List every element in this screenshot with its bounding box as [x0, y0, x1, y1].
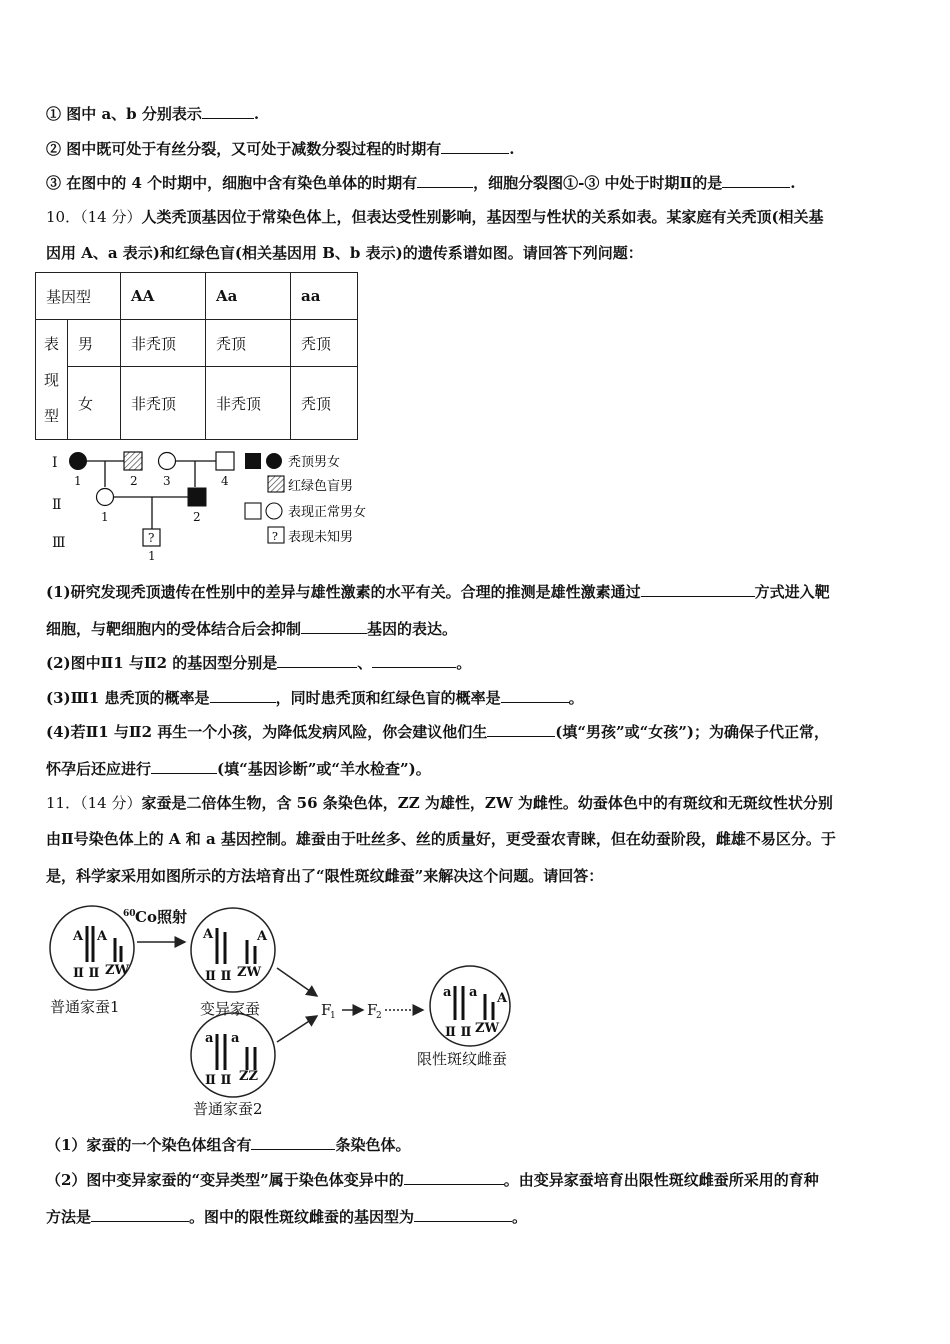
- answer-blank[interactable]: [404, 1169, 504, 1185]
- pedigree-male-bald: [188, 488, 206, 506]
- pedigree-male-normal: [216, 452, 234, 470]
- svg-text:1: 1: [74, 474, 82, 488]
- svg-text:1: 1: [330, 1011, 336, 1021]
- table-header: Aa: [206, 273, 291, 320]
- svg-text:3: 3: [163, 474, 171, 488]
- generation-label: Ⅰ: [52, 455, 58, 471]
- row-label-phenotype: 表现型: [36, 320, 68, 440]
- svg-text:Ⅱ Ⅱ: Ⅱ Ⅱ: [445, 1025, 472, 1040]
- answer-blank[interactable]: [91, 1206, 189, 1222]
- svg-text:2: 2: [130, 474, 138, 488]
- svg-text:Ⅱ Ⅱ: Ⅱ Ⅱ: [205, 1073, 232, 1088]
- table-header: aa: [291, 273, 358, 320]
- svg-text:a: a: [469, 985, 478, 1000]
- answer-blank[interactable]: [414, 1206, 512, 1222]
- q10-part4-line2: 怀孕后还应进行 (填“基因诊断”或“羊水检查”)。: [46, 760, 431, 778]
- silkworm-breeding-figure: [45, 902, 540, 1120]
- answer-blank[interactable]: [277, 652, 357, 668]
- svg-text:1: 1: [148, 549, 156, 563]
- q9-part3: ③ 在图中的 4 个时期中，细胞中含有染色单体的时期有 ，细胞分裂图①-③ 中处于时期Ⅱ的是 .: [46, 174, 796, 192]
- legend-colorblind-icon: [268, 476, 284, 492]
- table-cell: 秃顶: [291, 320, 358, 367]
- table-cell: 女: [68, 367, 121, 440]
- answer-blank[interactable]: [487, 721, 555, 737]
- q10-part2: (2)图中Ⅱ1 与Ⅱ2 的基因型分别是 、 。: [46, 654, 472, 672]
- svg-text:?: ?: [148, 531, 155, 545]
- pedigree-female-normal: [97, 489, 114, 506]
- q10-part3: (3)Ⅲ1 患秃顶的概率是 ，同时患秃顶和红绿色盲的概率是 。: [46, 689, 584, 707]
- irradiation-label: Co照射: [135, 908, 187, 926]
- q9-part2: ② 图中既可处于有丝分裂，又可处于减数分裂过程的时期有 .: [46, 140, 515, 158]
- legend-label: 秃顶男女: [288, 455, 341, 470]
- answer-blank[interactable]: [151, 758, 217, 774]
- legend-bald-female-icon: [266, 453, 282, 469]
- pedigree-female-bald: [70, 453, 87, 470]
- pedigree-chart: [40, 445, 390, 567]
- generation-label: Ⅱ: [52, 497, 62, 513]
- q10-stem-line2: 因用 A、a 表示)和红绿色盲(相关基因用 B、b 表示)的遗传系谱如图。请回答下列问题：: [46, 244, 643, 262]
- svg-text:2: 2: [193, 510, 201, 524]
- answer-blank[interactable]: [722, 172, 790, 188]
- table-cell: 秃顶: [291, 367, 358, 440]
- table-cell: 非秃顶: [206, 367, 291, 440]
- svg-text:4: 4: [221, 474, 229, 488]
- svg-text:a: a: [231, 1031, 240, 1046]
- svg-text:a: a: [205, 1031, 214, 1046]
- answer-blank[interactable]: [301, 618, 367, 634]
- table-header: AA: [121, 273, 206, 320]
- answer-blank[interactable]: [202, 103, 254, 119]
- cell-label: 普通家蚕1: [50, 998, 120, 1016]
- svg-text:ZW: ZW: [475, 1021, 500, 1036]
- answer-blank[interactable]: [417, 172, 473, 188]
- q10-part4-line1: (4)若Ⅱ1 与Ⅱ2 再生一个小孩，为降低发病风险，你会建议他们生 (填“男孩”或“女孩”)；为确保子代正常，: [46, 723, 829, 741]
- legend-normal-female-icon: [266, 503, 282, 519]
- svg-text:A: A: [203, 927, 214, 942]
- table-cell: 非秃顶: [121, 367, 206, 440]
- svg-text:A: A: [257, 929, 268, 944]
- svg-text:Ⅱ Ⅱ: Ⅱ Ⅱ: [205, 969, 232, 984]
- table-cell: 秃顶: [206, 320, 291, 367]
- svg-text:a: a: [443, 985, 452, 1000]
- svg-text:60: 60: [123, 909, 136, 919]
- q11-part2-line2: 方法是 。图中的限性斑纹雌蚕的基因型为 。: [46, 1208, 528, 1226]
- q10-stem-line1: 10．（14 分）人类秃顶基因位于常染色体上，但表达受性别影响，基因型与性状的关系如表。某家庭有关秃顶(相关基: [46, 208, 824, 226]
- svg-text:1: 1: [101, 510, 109, 524]
- svg-text:ZW: ZW: [237, 965, 262, 980]
- cell-label: 变异家蚕: [200, 1000, 261, 1018]
- pedigree-female-normal: [159, 453, 176, 470]
- legend-label: 表现正常男女: [288, 505, 367, 520]
- table-header: 基因型: [36, 273, 121, 320]
- svg-text:A: A: [97, 929, 108, 944]
- svg-text:?: ?: [272, 530, 278, 543]
- answer-blank[interactable]: [251, 1134, 335, 1150]
- answer-blank[interactable]: [441, 138, 509, 154]
- q9-part1: ① 图中 a、b 分别表示 .: [46, 105, 260, 123]
- legend-label: 红绿色盲男: [288, 479, 354, 494]
- svg-text:ZZ: ZZ: [239, 1069, 258, 1084]
- answer-blank[interactable]: [641, 581, 755, 597]
- q11-part1: （1）家蚕的一个染色体组含有 条染色体。: [46, 1136, 411, 1154]
- cell-label: 普通家蚕2: [193, 1100, 263, 1118]
- svg-text:A: A: [73, 929, 84, 944]
- svg-text:Ⅱ Ⅱ: Ⅱ Ⅱ: [73, 966, 100, 981]
- q10-part1-line1: (1)研究发现秃顶遗传在性别中的差异与雄性激素的水平有关。合理的推测是雄性激素通过 方式进入靶: [46, 583, 830, 601]
- table-cell: 非秃顶: [121, 320, 206, 367]
- legend-bald-male-icon: [245, 453, 261, 469]
- q11-stem-line1: 11．（14 分）家蚕是二倍体生物，含 56 条染色体，ZZ 为雄性，ZW 为雌性。幼蚕体色中的有斑纹和无斑纹性状分别: [46, 794, 833, 812]
- answer-blank[interactable]: [210, 687, 276, 703]
- svg-text:F: F: [321, 1001, 332, 1019]
- svg-text:2: 2: [376, 1011, 382, 1021]
- cell-normal-silkworm-2: [191, 1013, 275, 1097]
- svg-text:A: A: [497, 991, 508, 1006]
- pedigree-male-colorblind: [124, 452, 142, 470]
- legend-normal-male-icon: [245, 503, 261, 519]
- q11-stem-line3: 是，科学家采用如图所示的方法培育出了“限性斑纹雌蚕”来解决这个问题。请回答：: [46, 867, 604, 885]
- genotype-table: [35, 272, 358, 440]
- generation-label: Ⅲ: [52, 535, 66, 551]
- table-cell: 男: [68, 320, 121, 367]
- q10-part1-line2: 细胞，与靶细胞内的受体结合后会抑制 基因的表达。: [46, 620, 458, 638]
- cell-label: 限性斑纹雌蚕: [417, 1050, 508, 1068]
- svg-text:ZW: ZW: [105, 963, 130, 978]
- answer-blank[interactable]: [501, 687, 569, 703]
- legend-label: 表现未知男: [288, 530, 354, 545]
- q11-stem-line2: 由Ⅱ号染色体上的 A 和 a 基因控制。雄蚕由于吐丝多、丝的质量好，更受蚕农青睐，但在幼蚕阶段，雌雄不易区分。于: [46, 830, 836, 848]
- q11-part2-line1: （2）图中变异家蚕的“变异类型”属于染色体变异中的 。由变异家蚕培育出限性斑纹雌蚕所采用的育种: [46, 1171, 819, 1189]
- svg-text:F: F: [367, 1001, 378, 1019]
- answer-blank[interactable]: [372, 652, 456, 668]
- cell-variant-silkworm: [191, 908, 275, 992]
